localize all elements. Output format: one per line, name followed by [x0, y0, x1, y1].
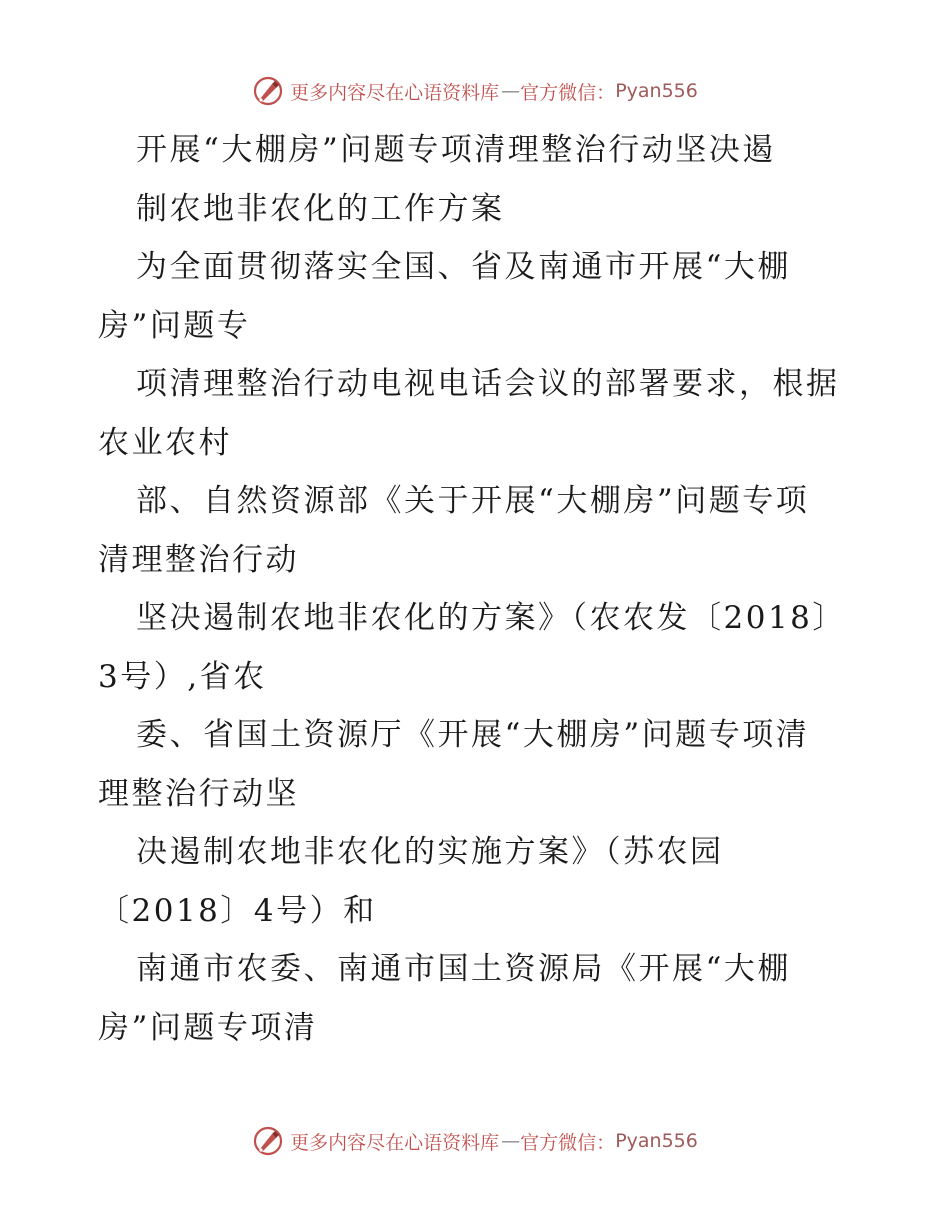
paragraph-line: 项清理整治行动电视电话会议的部署要求，根据: [136, 366, 840, 402]
watermark-text: 更多内容尽在心语资料库: [290, 81, 500, 104]
paragraph-line: 部、自然资源部《关于开展“大棚房”问题专项: [136, 483, 810, 519]
document-body: [98, 121, 858, 1057]
document-title-line-2: 制农地非农化的工作方案: [136, 190, 505, 227]
paragraph-line: 决遏制农地非农化的实施方案》（苏农园: [136, 834, 724, 870]
paragraph-line: 委、省国土资源厅《开展“大棚房”问题专项清: [136, 717, 810, 753]
watermark-separator: —: [501, 80, 521, 102]
paragraph-line: 〔2018〕4号）和: [98, 892, 377, 929]
pen-nib-logo-icon: [252, 1125, 284, 1157]
paragraph-line: 房”问题专项清: [98, 1009, 318, 1046]
watermark-label: 官方微信：: [520, 1131, 616, 1154]
paragraph-line: 清理整治行动: [98, 541, 299, 578]
paragraph-line: 南通市农委、南通市国土资源局《开展“大棚: [136, 951, 791, 987]
watermark-account: Pyan556: [615, 80, 698, 102]
watermark-separator: —: [501, 1130, 521, 1152]
paragraph-line: 坚决遏制农地非农化的方案》（农农发〔2018〕: [136, 600, 846, 636]
watermark-label: 官方微信：: [520, 81, 616, 104]
paragraph-line: 房”问题专: [98, 307, 251, 344]
pen-nib-logo-icon: [252, 75, 284, 107]
paragraph-line: 3号）,省农: [98, 658, 267, 695]
watermark-text: 更多内容尽在心语资料库: [290, 1131, 500, 1154]
watermark-account: Pyan556: [615, 1130, 698, 1152]
paragraph-line: 农业农村: [98, 424, 232, 461]
paragraph-line: 理整治行动坚: [98, 775, 299, 812]
paragraph-line: 为全面贯彻落实全国、省及南通市开展“大棚: [136, 249, 791, 285]
header-watermark: [0, 71, 950, 111]
document-title-line-1: 开展“大棚房”问题专项清理整治行动坚决遏: [136, 132, 776, 168]
footer-watermark: [0, 1121, 950, 1161]
